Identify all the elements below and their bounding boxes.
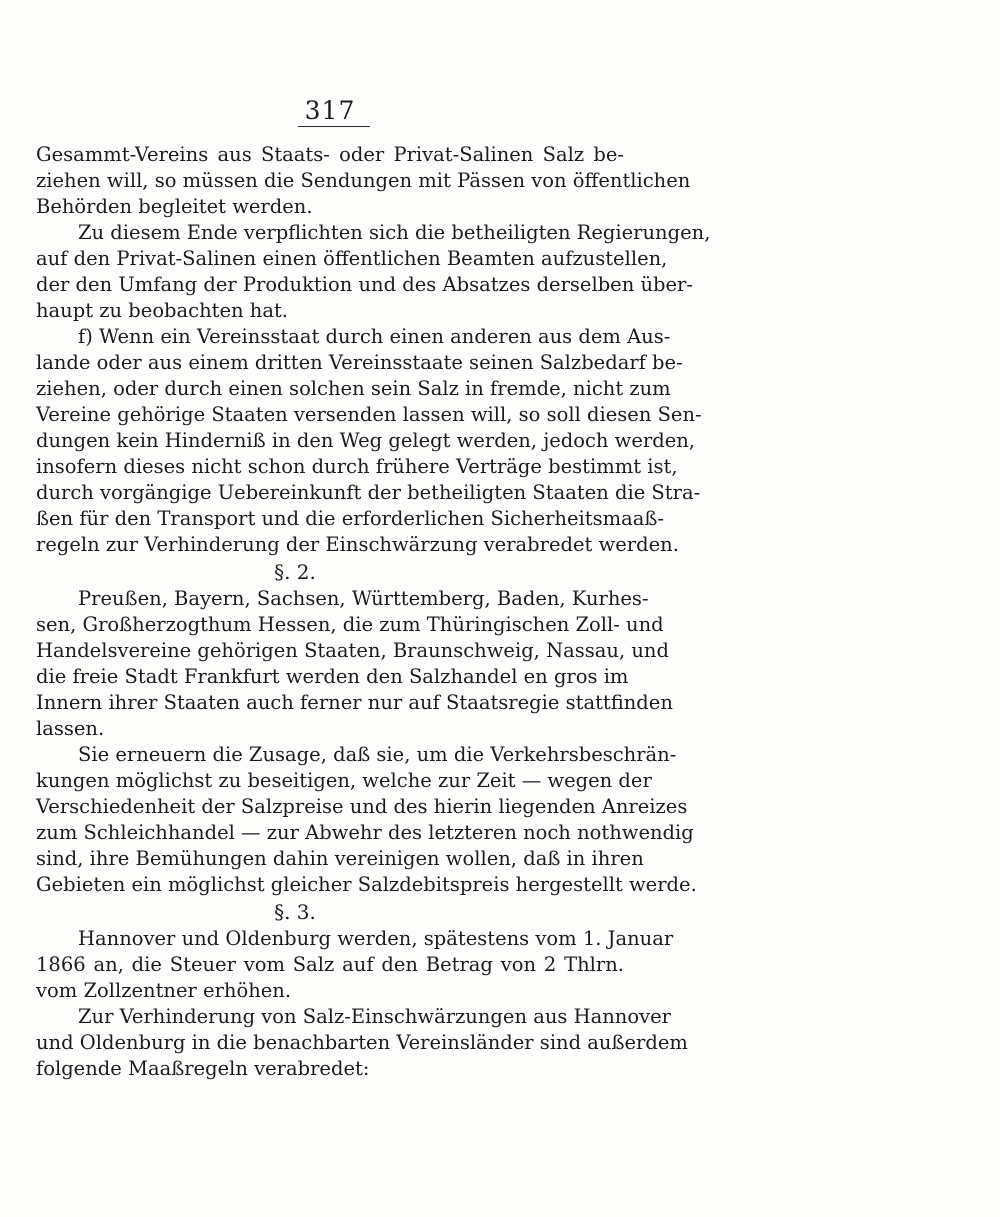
text-line: durch vorgängige Uebereinkunft der betheiligten Staaten die Stra- <box>36 481 701 504</box>
paragraph <box>36 324 702 558</box>
text-line: Handelsvereine gehörigen Staaten, Braunschweig, Nassau, und <box>36 639 669 662</box>
text-line: f) Wenn ein Vereinsstaat durch einen anderen aus dem Aus- <box>78 325 671 348</box>
text-line: Gebieten ein möglichst gleicher Salzdebitspreis hergestellt werde. <box>36 873 697 896</box>
paragraph <box>36 1004 688 1082</box>
text-line: Preußen, Bayern, Sachsen, Württemberg, Baden, Kurhes- <box>78 587 649 610</box>
text-line: Innern ihrer Staaten auch ferner nur auf Staatsregie stattfinden <box>36 691 673 714</box>
text-line: der den Umfang der Produktion und des Absatzes derselben über- <box>36 273 693 296</box>
section-heading: §. 3. <box>274 900 316 924</box>
text-line: Zu diesem Ende verpflichten sich die betheiligten Regierungen, <box>78 221 711 244</box>
text-line: Gesammt-Vereins aus Staats- oder Privat-Salinen Salz be- <box>36 143 624 166</box>
text-line: haupt zu beobachten hat. <box>36 299 288 322</box>
paragraph <box>36 220 711 324</box>
text-line: Behörden begleitet werden. <box>36 195 313 218</box>
text-line: lande oder aus einem dritten Vereinsstaate seinen Salzbedarf be- <box>36 351 683 374</box>
paragraph <box>36 586 673 742</box>
paragraph <box>36 926 674 1004</box>
paragraph <box>36 742 697 898</box>
text-line: Vereine gehörige Staaten versenden lassen will, so soll diesen Sen- <box>36 403 702 426</box>
text-line: folgende Maaßregeln verabredet: <box>36 1057 370 1080</box>
text-line: Sie erneuern die Zusage, daß sie, um die Verkehrsbeschrän- <box>78 743 677 766</box>
text-line: sind, ihre Bemühungen dahin vereinigen wollen, daß in ihren <box>36 847 644 870</box>
header-rule <box>298 126 370 127</box>
page-number: 317 <box>304 96 356 125</box>
text-line: 1866 an, die Steuer vom Salz auf den Betrag von 2 Thlrn. <box>36 953 624 976</box>
text-line: die freie Stadt Frankfurt werden den Salzhandel en gros im <box>36 665 629 688</box>
section-heading: §. 2. <box>274 560 316 584</box>
text-line: ziehen will, so müssen die Sendungen mit Pässen von öffentlichen <box>36 169 691 192</box>
text-line: vom Zollzentner erhöhen. <box>36 979 292 1002</box>
paragraph <box>36 142 691 220</box>
text-line: Zur Verhinderung von Salz-Einschwärzungen aus Hannover <box>78 1005 671 1028</box>
text-line: ßen für den Transport und die erforderlichen Sicherheitsmaaß- <box>36 507 664 530</box>
text-line: zum Schleichhandel — zur Abwehr des letzteren noch nothwendig <box>36 821 694 844</box>
text-line: insofern dieses nicht schon durch frühere Verträge bestimmt ist, <box>36 455 678 478</box>
text-line: regeln zur Verhinderung der Einschwärzung verabredet werden. <box>36 533 679 556</box>
text-line: dungen kein Hinderniß in den Weg gelegt werden, jedoch werden, <box>36 429 696 452</box>
body-text <box>36 142 711 1082</box>
text-line: auf den Privat-Salinen einen öffentlichen Beamten aufzustellen, <box>36 247 668 270</box>
text-line: und Oldenburg in die benachbarten Vereinsländer sind außerdem <box>36 1031 688 1054</box>
text-line: sen, Großherzogthum Hessen, die zum Thüringischen Zoll- und <box>36 613 664 636</box>
text-line: Hannover und Oldenburg werden, spätestens vom 1. Januar <box>78 927 674 950</box>
text-line: ziehen, oder durch einen solchen sein Salz in fremde, nicht zum <box>36 377 671 400</box>
text-line: Verschiedenheit der Salzpreise und des hierin liegenden Anreizes <box>36 795 688 818</box>
text-line: kungen möglichst zu beseitigen, welche zur Zeit — wegen der <box>36 769 652 792</box>
text-line: lassen. <box>36 717 105 740</box>
